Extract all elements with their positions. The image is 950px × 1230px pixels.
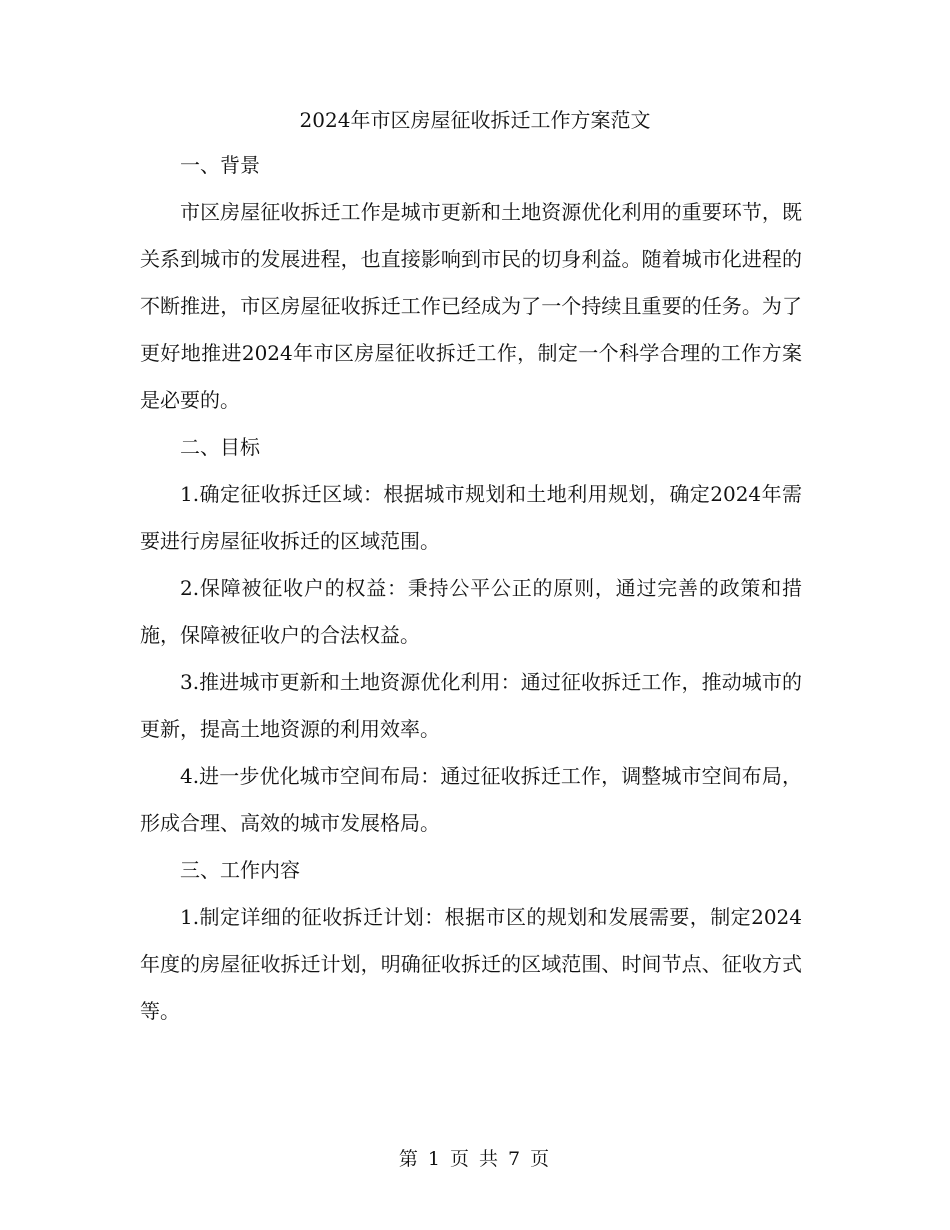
section-heading-background: 一、背景 xyxy=(180,153,260,177)
paragraph-goal-3: 3.推进城市更新和土地资源优化利用：通过征收拆迁工作，推动城市的更新，提高土地资源的利用效率。 xyxy=(140,670,802,741)
page-number-footer: 第 1 页 共 7 页 xyxy=(398,1148,552,1170)
paragraph-goal-4: 4.进一步优化城市空间布局：通过征收拆迁工作，调整城市空间布局，形成合理、高效的城市发展格局。 xyxy=(140,764,802,835)
section-heading-goals: 二、目标 xyxy=(180,435,260,459)
paragraph-goal-2: 2.保障被征收户的权益：秉持公平公正的原则，通过完善的政策和措施，保障被征收户的合法权益。 xyxy=(140,576,802,647)
paragraph-background: 市区房屋征收拆迁工作是城市更新和土地资源优化利用的重要环节，既关系到城市的发展进程，也直接影响到市民的切身利益。随着城市化进程的不断推进，市区房屋征收拆迁工作已经成为了一个持续且重要的任务。为了更好地推进2024年市区房屋征收拆迁工作，制定一个科学合理的工作方案是必要的。 xyxy=(140,200,802,412)
section-heading-work-content: 三、工作内容 xyxy=(180,858,300,882)
paragraph-goal-1: 1.确定征收拆迁区域：根据城市规划和土地利用规划，确定2024年需要进行房屋征收拆迁的区域范围。 xyxy=(140,482,802,553)
paragraph-work-content-1: 1.制定详细的征收拆迁计划：根据市区的规划和发展需要，制定2024年度的房屋征收拆迁计划，明确征收拆迁的区域范围、时间节点、征收方式等。 xyxy=(140,905,802,1023)
document-title: 2024年市区房屋征收拆迁工作方案范文 xyxy=(299,108,651,132)
document-body xyxy=(140,142,802,1035)
